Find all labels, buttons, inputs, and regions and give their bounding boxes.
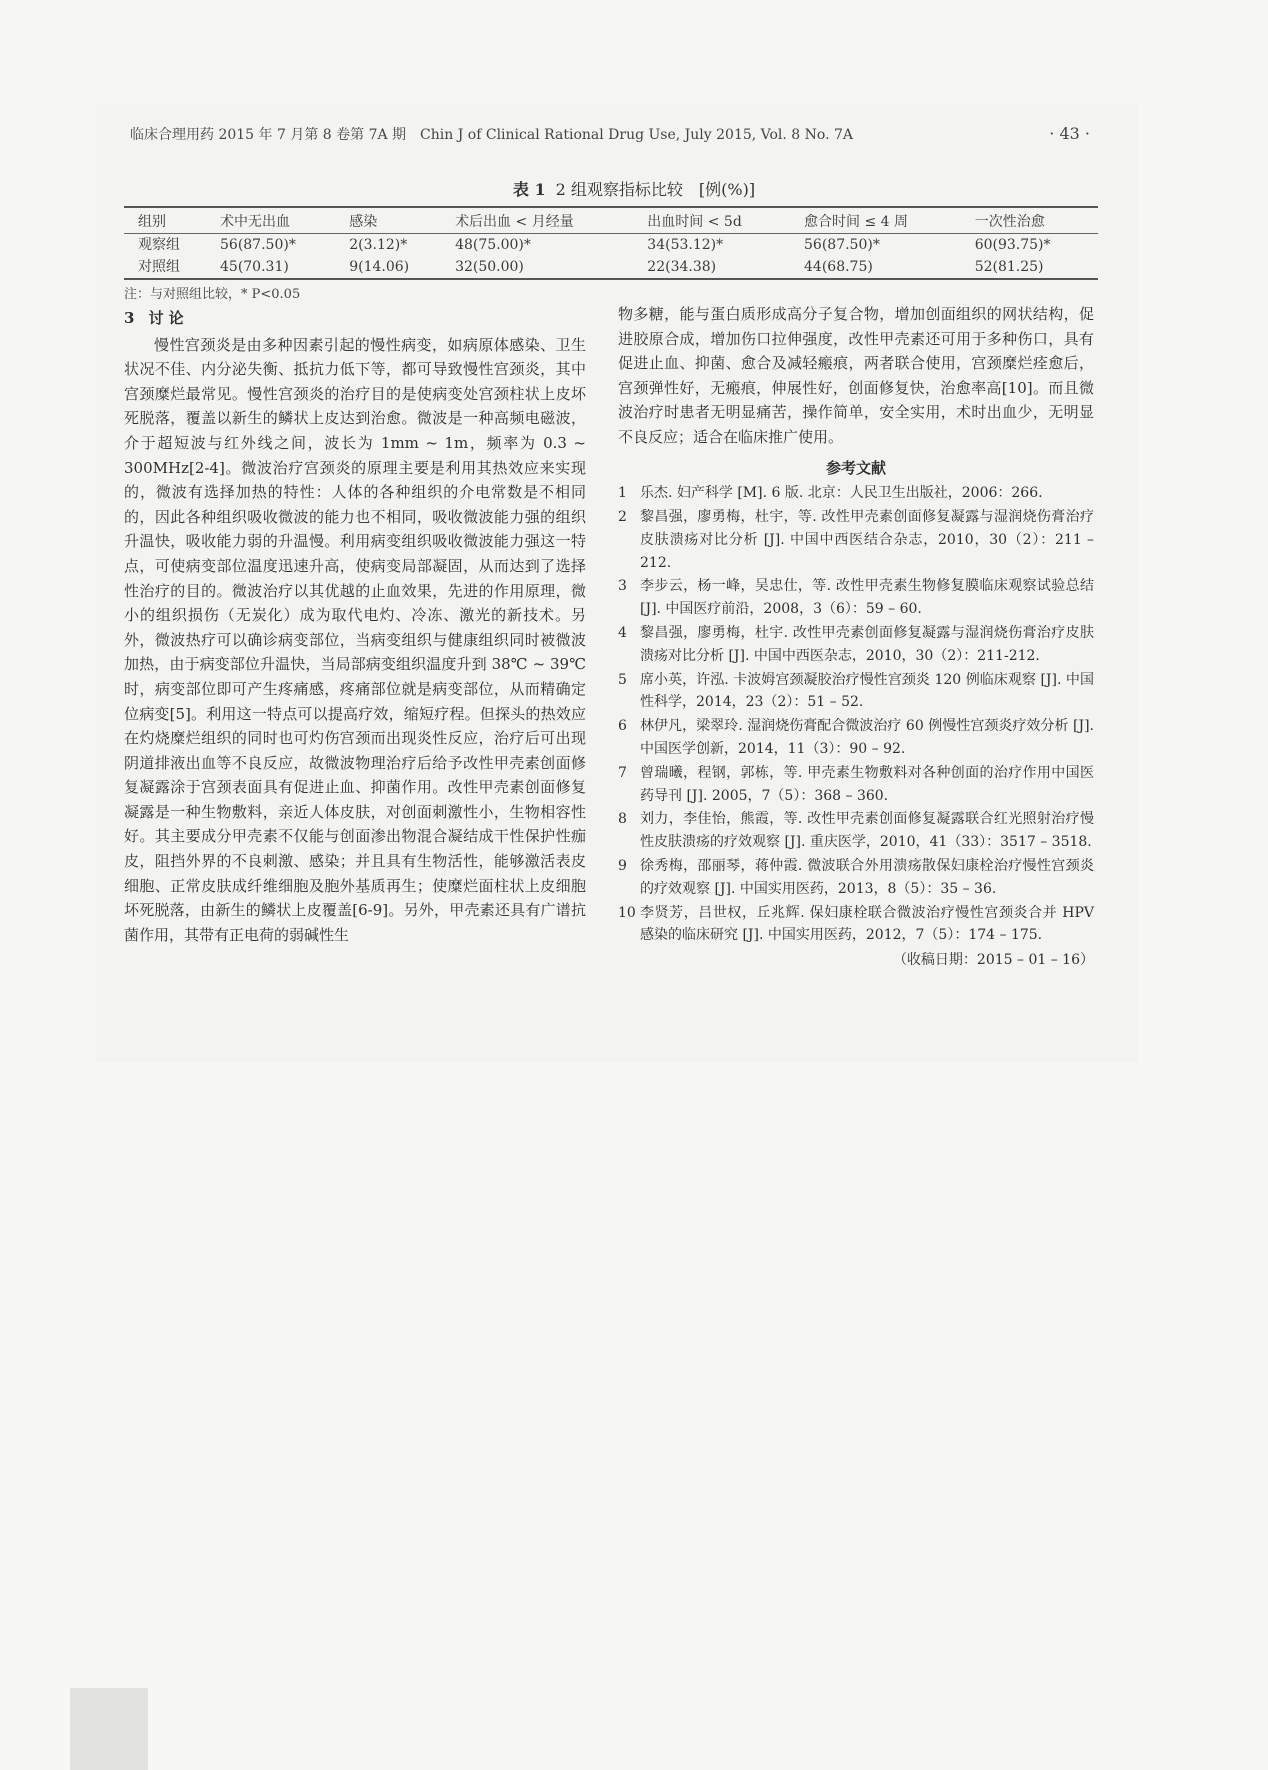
reference-item <box>618 808 1094 854</box>
reference-item <box>618 482 1094 505</box>
table-cell: 2(3.12)* <box>349 237 408 253</box>
reference-item <box>618 575 1094 621</box>
reference-text: 林伊凡，梁翠玲. 湿润烧伤膏配合微波治疗 60 例慢性宫颈炎疗效分析 [J]. 中国医学创新，2014，11（3）：90 – 92. <box>640 718 1094 757</box>
table-column-header: 一次性治愈 <box>969 207 1098 234</box>
reference-number: 8 <box>618 811 627 828</box>
table-cell: 22(34.38) <box>641 256 798 279</box>
reference-text: 李步云，杨一峰，吴忠仕，等. 改性甲壳素生物修复膜临床观察试验总结 [J]. 中国医疗前沿，2008，3（6）：59 – 60. <box>640 578 1094 618</box>
journal-running-title: 临床合理用药 2015 年 7 月第 8 卷第 7A 期 Chin J of Clinical Rational Drug Use, July 2015, Vol. 8 No. 7A <box>130 127 854 143</box>
table-cell: 60(93.75)* <box>974 237 1051 253</box>
left-column <box>124 306 586 947</box>
table-cell: 56(87.50)* <box>220 237 296 253</box>
table-footnote: 注：与对照组比较，* P<0.05 <box>124 287 301 302</box>
reference-item <box>618 855 1094 901</box>
table-row <box>124 234 1098 257</box>
scan-margin-block <box>70 1688 148 1770</box>
table-cell: 56(87.50)* <box>804 237 880 253</box>
reference-number: 6 <box>618 718 627 735</box>
table-cell: 9(14.06) <box>343 256 449 279</box>
table-column-header: 感染 <box>343 207 449 234</box>
table-caption <box>0 177 1268 200</box>
reference-number: 4 <box>618 624 627 641</box>
reference-number: 1 <box>618 485 627 502</box>
reference-number: 7 <box>618 764 627 781</box>
table-column-header: 出血时间 < 5d <box>641 207 798 234</box>
reference-text: 黎昌强，廖勇梅，杜宇. 改性甲壳素创面修复凝露与湿润烧伤膏治疗皮肤溃疡对比分析 [J]. 中国中西医杂志，2010，30（2）：211-212. <box>640 624 1094 664</box>
reference-text: 徐秀梅，邵丽琴，蒋仲霞. 微波联合外用溃疡散保妇康栓治疗慢性宫颈炎的疗效观察 [J]. 中国实用医药，2013，8（5）：35 – 36. <box>640 857 1094 897</box>
received-date: （收稿日期：2015 – 01 – 16） <box>892 952 1094 969</box>
reference-item <box>618 669 1094 715</box>
table-column-header: 组别 <box>124 207 214 234</box>
reference-text: 李贤芳，吕世权，丘兆辉. 保妇康栓联合微波治疗慢性宫颈炎合并 HPV 感染的临床研究 [J]. 中国实用医药，2012，7（5）：174 – 175. <box>640 904 1094 944</box>
body-paragraph: 慢性宫颈炎是由多种因素引起的慢性病变，如病原体感染、卫生状况不佳、内分泌失衡、抵抗力低下等，都可导致慢性宫颈炎，其中宫颈糜烂最常见。慢性宫颈炎的治疗目的是使病变处宫颈柱状上皮坏死脱落，覆盖以新生的鳞状上皮达到治愈。微波是一种高频电磁波，介于超短波与红外线之间，波长为 1mm ~ 1m，频率为 0.3 ~ 300MHz[2-4]。微波治疗宫颈炎的原理主要是利用其热效应来实现的，微波有选择加热的特性：人体的各种组织的介电常数是不相同的，因此各种组织吸收微波的能力也不相同，吸收微波能力强的组织升温快，吸收能力弱的升温慢。利用病变组织吸收微波能力强这一特点，可使病变部位温度迅速升高，使病变局部凝固，从而达到了选择性治疗的目的。微波治疗以其优越的止血效果，先进的作用原理，微小的组织损伤（无炭化）成为取代电灼、冷冻、激光的新技术。另外，微波热疗可以确诊病变部位，当病变组织与健康组织同时被微波加热，由于病变部位升温快，当局部病变组织温度升到 38℃ ~ 39℃时，病变部位即可产生疼痛感，疼痛部位就是病变部位，从而精确定位病变[5]。利用这一特点可以提高疗效，缩短疗程。但探头的热效应在灼烧糜烂组织的同时也可灼伤宫颈而出现炎性反应，治疗后可出现阴道排液出血等不良反应，故微波物理治疗后给予改性甲壳素创面修复凝露涂于宫颈表面具有促进止血、抑菌作用。改性甲壳素创面修复凝露是一种生物敷料，亲近人体皮肤，对创面刺激性小，生物相容性好。其主要成分甲壳素不仅能与创面渗出物混合凝结成干性保护性痂皮，阻挡外界的不良刺激、感染；并且具有生物活性，能够激活表皮细胞、正常皮肤成纤维细胞及胞外基质再生；使糜烂面柱状上皮细胞坏死脱落，由新生的鳞状上皮覆盖[6-9]。另外，甲壳素还具有广谱抗菌作用，其带有正电荷的弱碱性生 <box>124 335 586 944</box>
table-cell: 34(53.12)* <box>647 237 724 253</box>
table-cell: 48(75.00)* <box>455 237 531 253</box>
table-column-header: 愈合时间 ≤ 4 周 <box>798 207 969 234</box>
section-title: 讨 论 <box>148 309 184 327</box>
reference-number: 9 <box>618 857 627 874</box>
table-cell: 观察组 <box>138 237 180 253</box>
reference-item <box>618 762 1094 808</box>
reference-text: 曾瑞曦，程钢，郭栋，等. 甲壳素生物敷料对各种创面的治疗作用中国医药导刊 [J]. 2005，7（5）：368 – 360. <box>640 764 1094 804</box>
reference-item <box>618 622 1094 668</box>
table-cell: 45(70.31) <box>214 256 343 279</box>
table-cell: 44(68.75) <box>798 256 969 279</box>
reference-number: 10 <box>618 904 636 921</box>
page-number: · 43 · <box>1049 124 1090 143</box>
table-header-row <box>124 207 1098 234</box>
reference-number: 3 <box>618 578 627 595</box>
comparison-table <box>124 206 1098 280</box>
reference-item <box>618 506 1094 574</box>
reference-text: 黎昌强，廖勇梅，杜宇，等. 改性甲壳素创面修复凝露与湿润烧伤膏治疗皮肤溃疡对比分析 [J]. 中国中西医结合杂志，2010，30（2）：211 – 212. <box>640 508 1094 571</box>
reference-item <box>618 715 1094 761</box>
section-number: 3 <box>124 309 135 327</box>
right-column <box>618 302 1094 973</box>
running-header <box>130 124 1090 148</box>
reference-item <box>618 902 1094 948</box>
reference-text: 乐杰. 妇产科学 [M]. 6 版. 北京：人民卫生出版社，2006：266. <box>640 485 1043 502</box>
table-column-header: 术中无出血 <box>214 207 343 234</box>
reference-number: 2 <box>618 508 627 525</box>
table-row <box>124 256 1098 279</box>
table-cell: 32(50.00) <box>449 256 641 279</box>
references-heading: 参考文献 <box>825 458 886 477</box>
table-cell: 对照组 <box>124 256 214 279</box>
section-heading <box>124 306 586 331</box>
reference-list <box>618 482 1094 947</box>
reference-text: 刘力，李佳怡，熊霞，等. 改性甲壳素创面修复凝露联合红光照射治疗慢性皮肤溃疡的疗效观察 [J]. 重庆医学，2010，41（33）：3517 – 3518. <box>640 811 1094 851</box>
table-label: 表 1 <box>512 180 546 199</box>
body-paragraph-continued: 物多糖，能与蛋白质形成高分子复合物，增加创面组织的网状结构，促进胶原合成，增加伤口拉伸强度，改性甲壳素还可用于多种伤口，具有促进止血、抑菌、愈合及减轻瘢痕，两者联合使用，宫颈糜烂痊愈后，宫颈弹性好，无瘢痕，伸展性好，创面修复快，治愈率高[10]。而且微波治疗时患者无明显痛苦，操作简单，安全实用，术时出血少，无明显不良反应；适合在临床推广使用。 <box>618 305 1094 446</box>
reference-number: 5 <box>618 671 627 688</box>
reference-text: 席小英，许泓. 卡波姆宫颈凝胶治疗慢性宫颈炎 120 例临床观察 [J]. 中国性科学，2014，23（2）：51 – 52. <box>640 671 1094 711</box>
table-cell: 52(81.25) <box>969 256 1098 279</box>
table-column-header: 术后出血 < 月经量 <box>449 207 641 234</box>
table-title: 2 组观察指标比较 [例(%)] <box>555 180 756 199</box>
